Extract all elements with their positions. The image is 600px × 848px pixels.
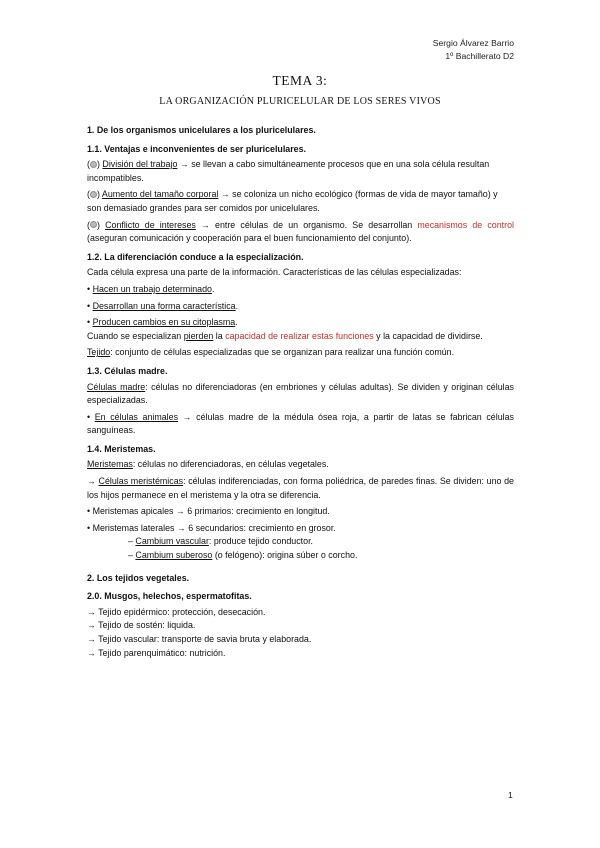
text: y la capacidad de dividirse. bbox=[376, 330, 483, 341]
bullet-text: Desarrollan una forma característica bbox=[92, 300, 236, 311]
bullet-text: Meristemas apicales → 6 primarios: crecimiento en longitud. bbox=[92, 506, 330, 517]
advantage-item-1 bbox=[87, 158, 514, 185]
author-course: 1º Bachillerato D2 bbox=[445, 51, 514, 61]
text: Cuando se especializan bbox=[87, 330, 182, 341]
definition-text: : produce tejido conductor. bbox=[208, 536, 314, 547]
definition-text: : conjunto de células especializadas que se organizan para realizar una función común. bbox=[110, 347, 455, 358]
disadvantage-item bbox=[87, 219, 514, 246]
bullet: • bbox=[87, 317, 91, 328]
text: la bbox=[215, 330, 223, 341]
subsection-heading-1-3: 1.3. Células madre. bbox=[87, 365, 168, 376]
bullet-item bbox=[87, 411, 514, 438]
section-heading-2: 2. Los tejidos vegetales. bbox=[87, 572, 190, 583]
bullet-item bbox=[87, 283, 514, 297]
author-name: Sergio Álvarez Barrio bbox=[432, 38, 514, 48]
sub-item bbox=[87, 535, 514, 549]
bullet: • bbox=[87, 283, 91, 294]
doc-title: TEMA 3: bbox=[272, 73, 328, 88]
doc-subtitle: LA ORGANIZACIÓN PLURICELULAR DE LOS SERES VIVOS bbox=[159, 96, 441, 107]
bullet: • bbox=[87, 300, 91, 311]
list-item: → Tejido parenquimático: nutrición. bbox=[87, 647, 226, 658]
period: . bbox=[235, 300, 239, 311]
list-item: → Tejido de sostén: liquida. bbox=[87, 620, 196, 631]
underlined-word: pierden bbox=[183, 330, 214, 341]
paren-close: ) bbox=[96, 219, 100, 230]
subsection-heading-1-1: 1.1. Ventajas e inconvenientes de ser pluricelulares. bbox=[87, 143, 307, 154]
term: Células madre bbox=[87, 381, 146, 392]
bullet-item bbox=[87, 522, 514, 536]
definition bbox=[87, 346, 514, 360]
sub-item bbox=[87, 549, 514, 563]
section-heading-1: 1. De los organismos unicelulares a los pluricelulares. bbox=[87, 125, 316, 135]
term: Aumento del tamaño corporal bbox=[101, 189, 219, 200]
item-text: → se coloniza un nicho ecológico (formas de vida de mayor tamaño) y son demasiado grandes para ser comidos por unicelulares. bbox=[87, 189, 498, 213]
author-block bbox=[433, 37, 514, 63]
paren-open: ( bbox=[87, 219, 90, 230]
doc-content bbox=[87, 124, 514, 660]
dash: – bbox=[128, 550, 133, 561]
subsection-heading-1-2: 1.2. La diferenciación conduce a la especialización. bbox=[87, 251, 304, 262]
item-text: → se llevan a cabo simultáneamente procesos que en una sola célula resultan incompatibles. bbox=[87, 159, 490, 183]
smiley-icon bbox=[90, 161, 97, 168]
bullet-item bbox=[87, 505, 514, 519]
paren-open: ( bbox=[87, 189, 90, 200]
definition bbox=[87, 381, 514, 408]
paragraph bbox=[87, 330, 514, 344]
paragraph: Cada célula expresa una parte de la información. Características de las células especializadas: bbox=[87, 267, 462, 278]
smiley-icon bbox=[90, 191, 97, 198]
term: Células meristémicas bbox=[98, 476, 184, 487]
bullet-text: → células madre de la médula ósea roja, a partir de latas se fabrican células sanguíneas. bbox=[87, 411, 514, 436]
dash: – bbox=[128, 536, 133, 547]
paren-close: ) bbox=[96, 189, 100, 200]
paren-close: ) bbox=[96, 159, 100, 170]
bullet: • bbox=[87, 522, 91, 533]
period: . bbox=[211, 283, 215, 294]
subsection-heading-1-4: 1.4. Meristemas. bbox=[87, 443, 156, 454]
term: División del trabajo bbox=[102, 159, 178, 170]
frown-icon bbox=[90, 221, 97, 228]
paren-open: ( bbox=[87, 159, 90, 170]
bullet-text: Producen cambios en su citoplasma bbox=[92, 317, 236, 328]
arrow: → bbox=[87, 476, 96, 487]
list-item: → Tejido vascular: transporte de savia bruta y elaborada. bbox=[87, 634, 312, 644]
item-text-b: (aseguran comunicación y cooperación para el buen funcionamiento del conjunto). bbox=[87, 233, 412, 244]
definition-text: : células no diferenciadoras, en células vegetales. bbox=[132, 459, 329, 470]
term: Meristemas bbox=[87, 459, 133, 470]
bullet-item bbox=[87, 300, 514, 314]
term: Cambium vascular bbox=[135, 536, 209, 547]
item-text-a: → entre células de un organismo. Se desarrollan bbox=[200, 219, 413, 230]
period: . bbox=[235, 317, 238, 328]
term: En células animales bbox=[94, 411, 179, 422]
bullet-item bbox=[87, 316, 514, 330]
definition bbox=[87, 458, 514, 472]
term: Cambium suberoso bbox=[135, 550, 213, 561]
list-item: → Tejido epidérmico: protección, desecación. bbox=[87, 606, 266, 617]
subsection-heading-2-0: 2.0. Musgos, helechos, espermatofitas. bbox=[87, 591, 252, 602]
page-number: 1 bbox=[508, 790, 513, 800]
definition bbox=[87, 475, 514, 502]
bullet-text: Meristemas laterales → 6 secundarios: crecimiento en grosor. bbox=[92, 522, 336, 533]
advantage-item-2 bbox=[87, 188, 514, 215]
term: Conflicto de intereses bbox=[105, 219, 196, 230]
definition-text: : células indiferenciadas, con forma poliédrica, de paredes finas. Se dividen: uno de los hijos permanece en el meristema y la otra se diferencia. bbox=[87, 476, 514, 500]
highlighted-term: capacidad de realizar estas funciones bbox=[225, 330, 374, 341]
term: Tejido bbox=[87, 347, 111, 358]
highlighted-term: mecanismos de control bbox=[417, 219, 514, 230]
bullet: • bbox=[87, 506, 91, 517]
bullet-text: Hacen un trabajo determinado bbox=[92, 283, 212, 294]
definition-text: : células no diferenciadoras (en embriones y células adultas). Se dividen y originan células especializadas. bbox=[87, 381, 514, 406]
bullet: • bbox=[87, 411, 91, 422]
definition-text: (o felógeno): origina súber o corcho. bbox=[214, 550, 358, 561]
